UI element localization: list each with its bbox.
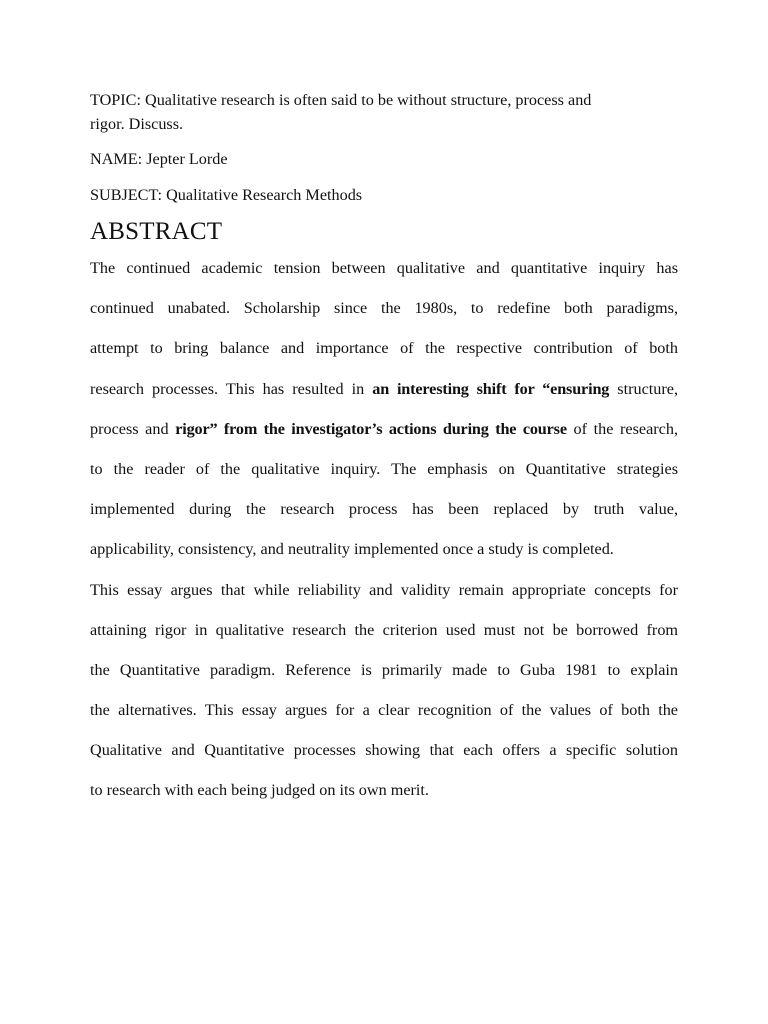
text-line: the Quantitative paradigm. Reference is primarily made to Guba 1981 to explain: [90, 660, 678, 679]
author-name: NAME: Jepter Lorde: [90, 150, 228, 168]
text-line: to research with each being judged on its own merit.: [90, 781, 429, 800]
text-line: applicability, consistency, and neutrality implemented once a study is completed.: [90, 540, 614, 559]
text-line: continued unabated. Scholarship since the 1980s, to redefine both paradigms,: [90, 299, 678, 318]
text-line: Qualitative and Quantitative processes showing that each offers a specific solution: [90, 741, 678, 760]
text-segment: research processes. This has resulted in: [90, 379, 373, 398]
text-segment: of the research,: [566, 419, 678, 438]
document-page: [90, 88, 678, 819]
text-line: to the reader of the qualitative inquiry. The emphasis on Quantitative strategies: [90, 459, 678, 478]
text-line: implemented during the research process has been replaced by truth value,: [90, 500, 678, 519]
abstract-paragraph-1: [90, 256, 678, 578]
abstract-heading: ABSTRACT: [90, 218, 223, 245]
abstract-paragraph-2: [90, 578, 678, 819]
text-segment: structure,: [609, 379, 678, 398]
text-line: attaining rigor in qualitative research the criterion used must not be borrowed from: [90, 620, 678, 639]
text-line: [90, 417, 678, 457]
text-line: The continued academic tension between qualitative and quantitative inquiry has: [90, 259, 678, 277]
subject-line: SUBJECT: Qualitative Research Methods: [90, 186, 363, 204]
emphasized-text: an interesting shift for “ensuring: [372, 379, 610, 398]
emphasized-text: rigor” from the investigator’s actions during the course: [175, 419, 567, 438]
text-line: [90, 377, 678, 417]
text-line: the alternatives. This essay argues for a clear recognition of the values of both the: [90, 701, 678, 720]
text-line: attempt to bring balance and importance of the respective contribution of both: [90, 339, 678, 358]
topic-line-continued: rigor. Discuss.: [90, 115, 184, 133]
topic-line: TOPIC: Qualitative research is often said to be without structure, process and: [90, 91, 592, 109]
text-segment: process and: [90, 419, 176, 438]
text-line: This essay argues that while reliability and validity remain appropriate concepts for: [90, 580, 678, 599]
